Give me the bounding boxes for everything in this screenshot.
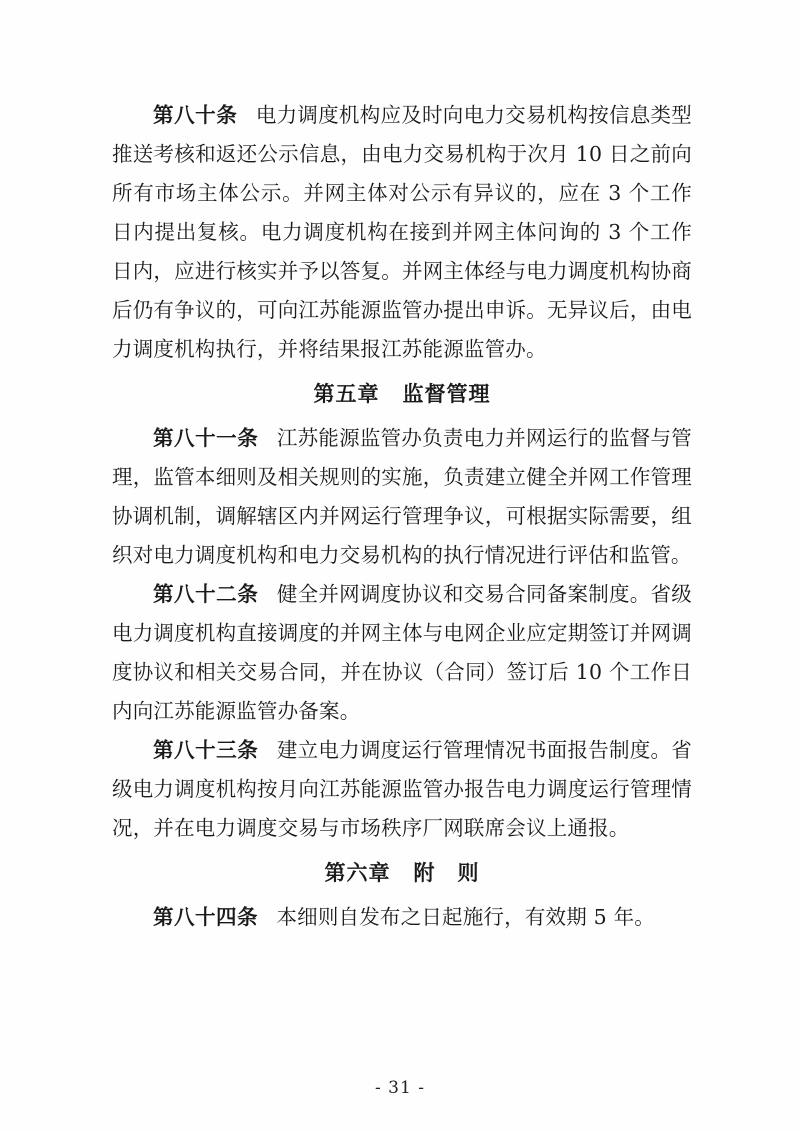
chapter-title: 监督管理 (402, 381, 491, 406)
article-text: 建立电力调度运行管理情况书面报告制度。省级电力调度机构按月向江苏能源监管办报告电力调度运行管理情况，并在电力调度交易与市场秩序厂网联席会议上通报。 (112, 738, 692, 840)
chapter-number: 第五章 (313, 381, 380, 406)
chapter-heading-6 (112, 851, 692, 895)
chapter-heading-5 (112, 372, 692, 416)
chapter-number: 第六章 (324, 860, 391, 885)
article-number: 第八十四条 (153, 905, 258, 929)
article-paragraph-84 (112, 898, 692, 937)
page-number: - 31 - (375, 1078, 425, 1098)
article-number: 第八十三条 (153, 738, 259, 762)
chapter-title: 附 则 (413, 860, 480, 885)
article-paragraph-83 (112, 731, 692, 848)
article-paragraph-81 (112, 419, 692, 575)
article-number: 第八十二条 (153, 582, 259, 606)
article-text: 健全并网调度协议和交易合同备案制度。省级电力调度机构直接调度的并网主体与电网企业应定期签订并网调度协议和相关交易合同，并在协议（合同）签订后 10 个工作日内向江苏能源监管办备案。 (112, 582, 692, 723)
article-text: 江苏能源监管办负责电力并网运行的监督与管理，监管本细则及相关规则的实施，负责建立健全并网工作管理协调机制，调解辖区内并网运行管理争议，可根据实际需要，组织对电力调度机构和电力交易机构的执行情况进行评估和监管。 (112, 426, 692, 567)
article-paragraph-82 (112, 575, 692, 731)
document-body (112, 96, 692, 937)
article-paragraph-80 (112, 96, 692, 369)
article-text: 本细则自发布之日起施行，有效期 5 年。 (276, 905, 656, 929)
article-number: 第八十条 (153, 103, 238, 127)
article-number: 第八十一条 (153, 426, 259, 450)
article-text: 电力调度机构应及时向电力交易机构按信息类型推送考核和返还公示信息，由电力交易机构于次月 10 日之前向所有市场主体公示。并网主体对公示有异议的，应在 3 个工作日内提出复核。电力调度机构在接到并网主体问询的 3 个工作日内，应进行核实并予以答复。并网主体经与电力调度机构协商后仍有争议的，可向江苏能源监管办提出申诉。无异议后，由电力调度机构执行，并将结果报江苏能源监管办。 (112, 103, 693, 361)
